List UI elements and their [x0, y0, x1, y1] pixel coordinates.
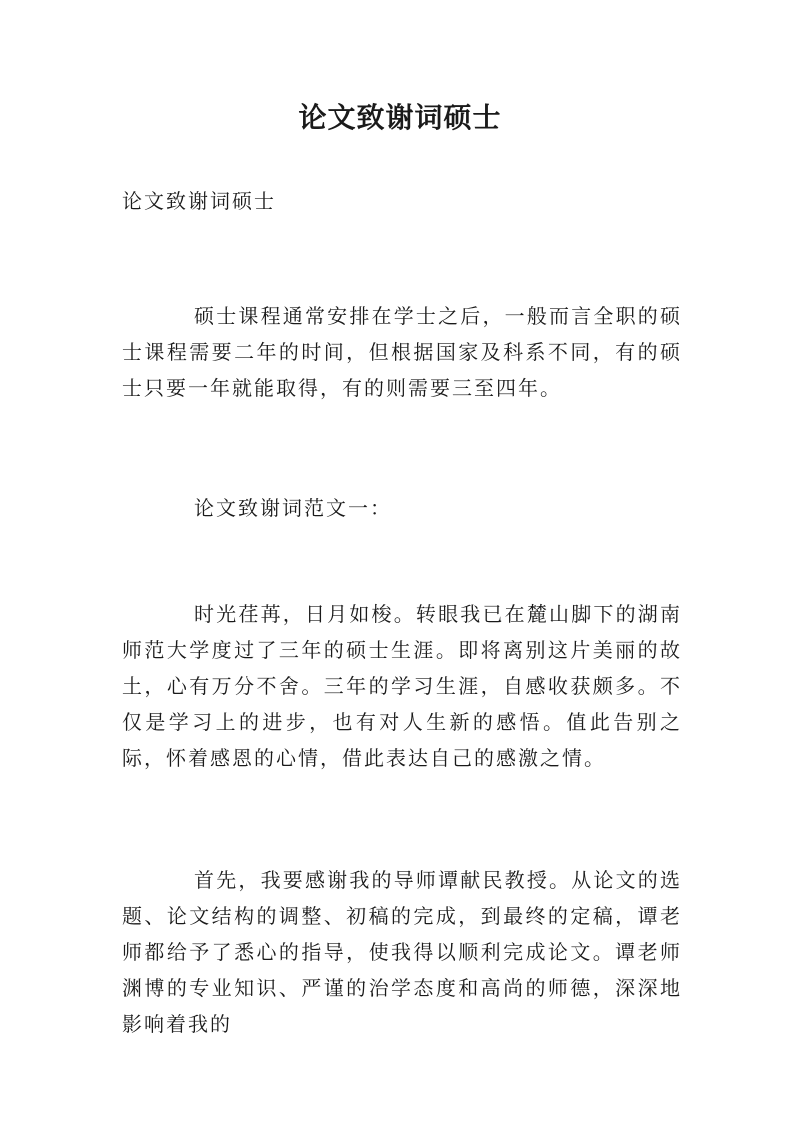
document-subtitle: 论文致谢词硕士	[122, 189, 276, 213]
paragraph-time-flies: 时光荏苒，日月如梭。转眼我已在麓山脚下的湖南师范大学度过了三年的硕士生涯。即将离别这片美丽的故土，心有万分不舍。三年的学习生涯，自感收获颇多。不仅是学习上的进步，也有对人生新的感悟。值此告别之际，怀着感恩的心情，借此表达自己的感激之情。	[122, 602, 682, 770]
paragraph-intro: 硕士课程通常安排在学士之后，一般而言全职的硕士课程需要二年的时间，但根据国家及科系不同，有的硕士只要一年就能取得，有的则需要三至四年。	[122, 304, 682, 400]
paragraph-sample-heading: 论文致谢词范文一：	[194, 496, 392, 520]
paragraph-thanks-advisor: 首先，我要感谢我的导师谭献民教授。从论文的选题、论文结构的调整、初稿的完成，到最终的定稿，谭老师都给予了悉心的指导，使我得以顺利完成论文。谭老师渊博的专业知识、严谨的治学态度和高尚的师德，深深地影响着我的	[122, 868, 682, 1036]
document-title: 论文致谢词硕士	[298, 101, 502, 134]
